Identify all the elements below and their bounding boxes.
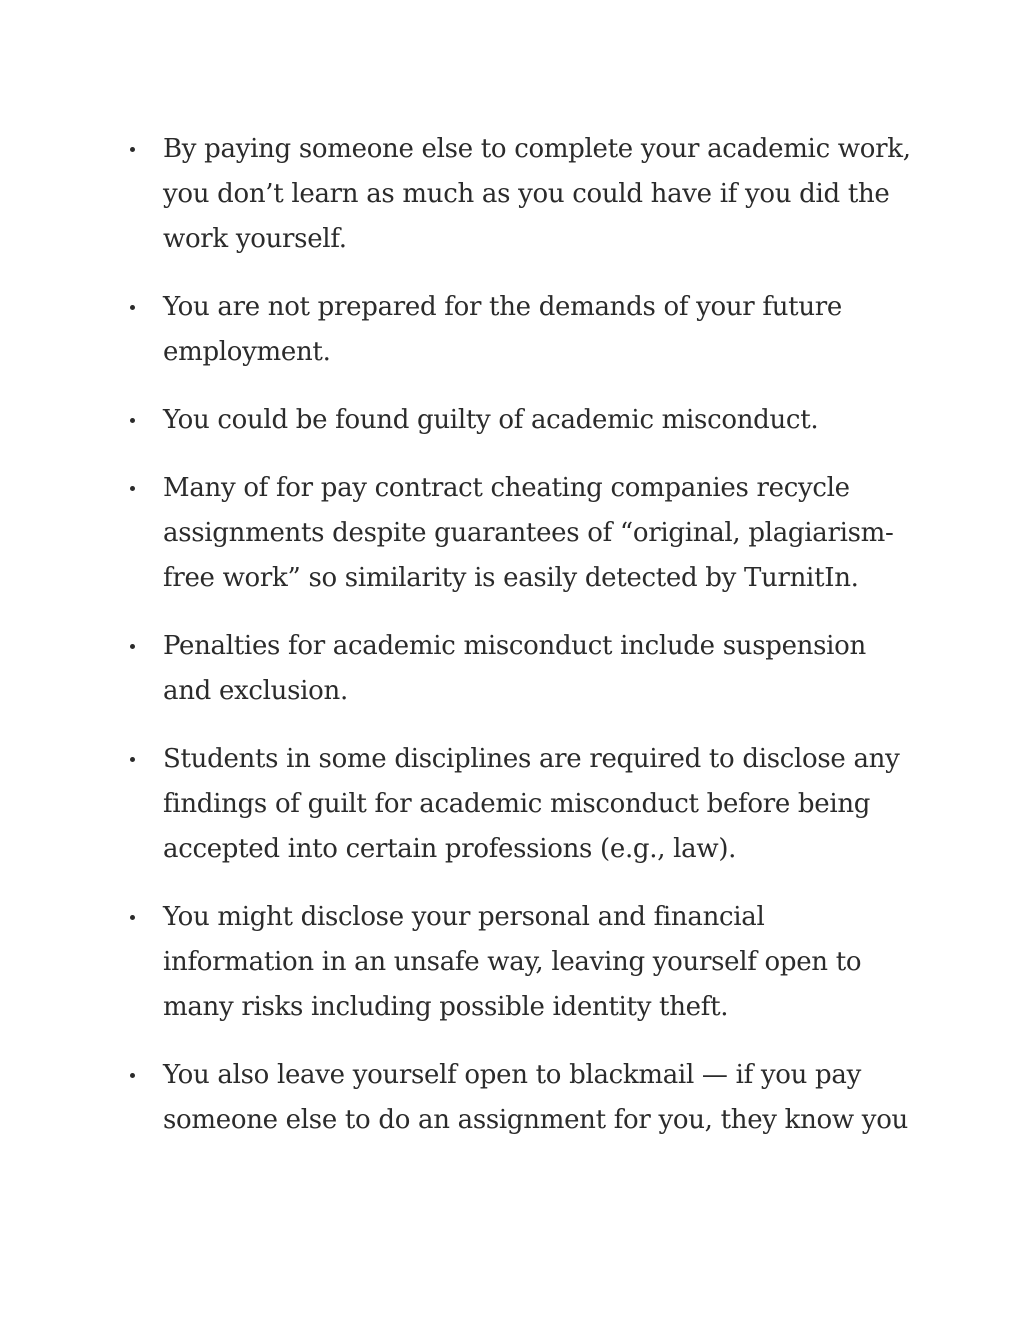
bullet-dot-icon <box>130 1073 135 1078</box>
list-item-text: You could be found guilty of academic misconduct. <box>163 405 819 435</box>
bullet-dot-icon <box>130 418 135 423</box>
bullet-dot-icon <box>130 486 135 491</box>
bullet-dot-icon <box>130 147 135 152</box>
bullet-dot-icon <box>130 757 135 762</box>
bullet-dot-icon <box>130 644 135 649</box>
list-item <box>126 624 916 714</box>
list-item-text: You might disclose your personal and financial information in an unsafe way, leaving yourself open to many risks including possible identity theft. <box>163 902 862 1022</box>
list-item-text: You also leave yourself open to blackmail — if you pay someone else to do an assignment for you, they know you <box>163 1060 908 1135</box>
list-item-text: Many of for pay contract cheating companies recycle assignments despite guarantees of “original, plagiarism-free work” so similarity is easily detected by TurnitIn. <box>163 473 894 593</box>
list-item <box>126 466 916 601</box>
list-item <box>126 398 916 443</box>
list-item <box>126 737 916 872</box>
bullet-dot-icon <box>130 305 135 310</box>
list-item <box>126 127 916 262</box>
list-item <box>126 895 916 1030</box>
list-item-text: Penalties for academic misconduct include suspension and exclusion. <box>163 631 866 706</box>
list-item <box>126 1053 916 1143</box>
list-item-text: By paying someone else to complete your academic work, you don’t learn as much as you could have if you did the work yourself. <box>163 134 911 254</box>
list-item-text: Students in some disciplines are required to disclose any findings of guilt for academic misconduct before being accepted into certain professions (e.g., law). <box>163 744 900 864</box>
list-item <box>126 285 916 375</box>
bullet-dot-icon <box>130 915 135 920</box>
bullet-list <box>126 127 916 1166</box>
list-item-text: You are not prepared for the demands of your future employment. <box>163 292 842 367</box>
